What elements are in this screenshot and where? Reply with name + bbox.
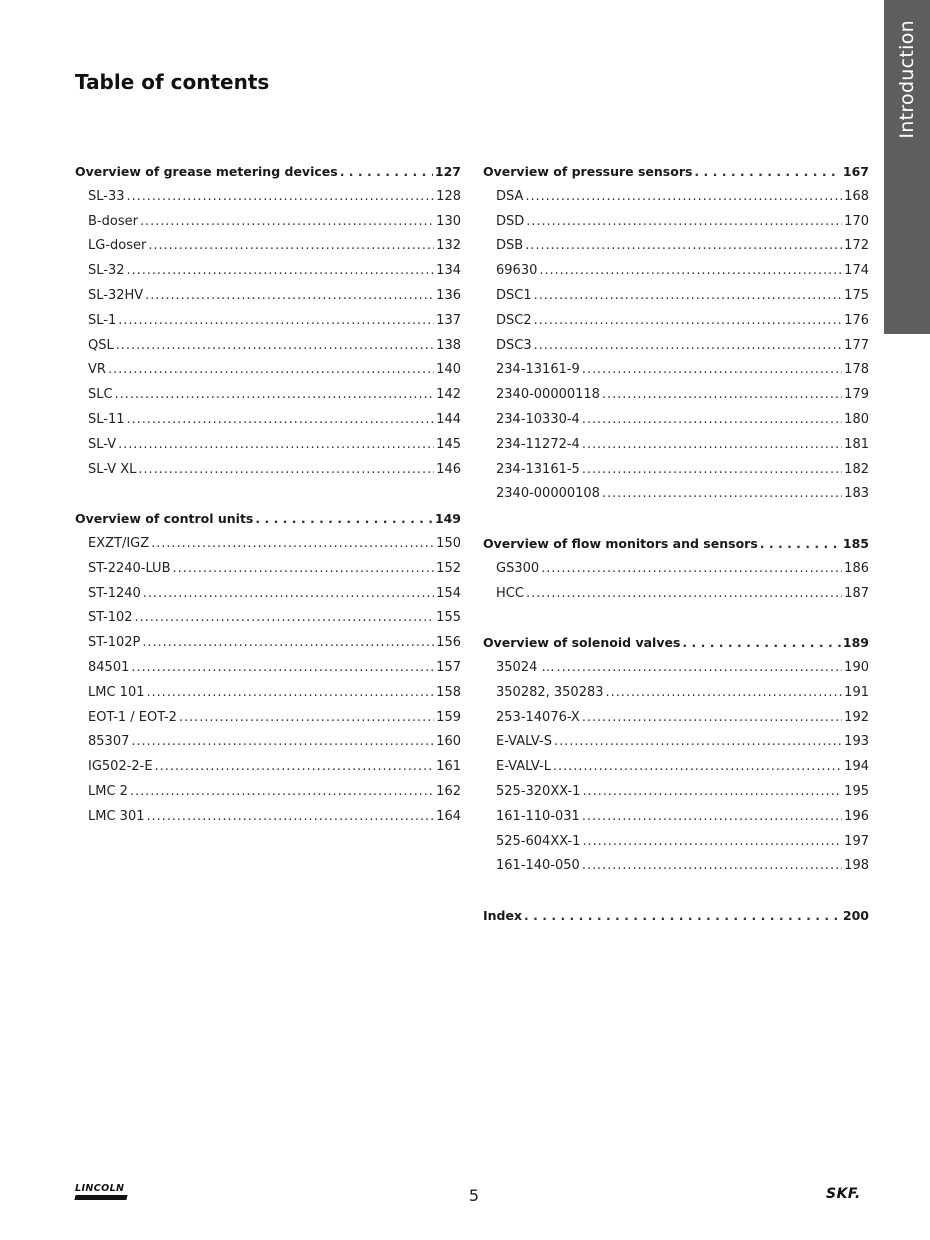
toc-dot-leader	[143, 582, 434, 607]
toc-entry[interactable]	[75, 433, 461, 458]
toc-entry[interactable]	[75, 606, 461, 631]
toc-entry-label: QSL	[88, 337, 114, 353]
toc-page-number: 142	[436, 387, 461, 403]
toc-dot-leader	[525, 234, 842, 259]
toc-page-number: 161	[436, 759, 461, 775]
toc-page-number: 128	[436, 188, 461, 204]
toc-dot-leader	[524, 904, 841, 929]
toc-entry-label: SLC	[88, 387, 113, 403]
toc-entry-label: ST-102	[88, 610, 133, 626]
toc-entry-label: 35024 …	[496, 659, 555, 675]
toc-page-number: 130	[436, 213, 461, 229]
toc-dot-leader	[127, 185, 435, 210]
toc-page-number: 185	[842, 535, 869, 551]
toc-dot-leader	[526, 210, 842, 235]
toc-dot-leader	[760, 532, 841, 557]
toc-entry[interactable]	[75, 656, 461, 681]
toc-page-number: 155	[436, 610, 461, 626]
page-number: 5	[468, 1186, 480, 1205]
toc-entry-label: SL-V XL	[88, 461, 137, 477]
toc-section	[483, 160, 869, 507]
toc-column-right	[483, 160, 869, 929]
skf-logo: SKF.	[826, 1186, 861, 1202]
toc-page-number: 134	[436, 263, 461, 279]
toc-dot-leader	[138, 458, 434, 483]
toc-entry[interactable]	[75, 458, 461, 483]
toc-entry[interactable]	[75, 532, 461, 557]
toc-page-number: 189	[842, 635, 869, 651]
toc-entry-label: SL-32	[88, 263, 125, 279]
toc-entry[interactable]	[483, 383, 869, 408]
toc-entry-label: GS300	[496, 560, 540, 576]
toc-dot-leader	[582, 805, 842, 830]
toc-section	[483, 631, 869, 879]
toc-entry[interactable]	[75, 681, 461, 706]
toc-entry[interactable]	[75, 730, 461, 755]
toc-entry[interactable]	[483, 706, 869, 731]
toc-entry[interactable]	[75, 259, 461, 284]
toc-dot-leader	[582, 458, 842, 483]
toc-page-number: 174	[844, 263, 869, 279]
toc-entry-label: B-doser	[88, 213, 138, 229]
lincoln-logo-text: LINCOLN	[75, 1183, 125, 1194]
toc-entry-label: Overview of grease metering devices	[75, 164, 338, 179]
toc-entry-label: 2340-00000108	[496, 486, 600, 502]
toc-page-number: 197	[844, 833, 869, 849]
toc-page-number: 158	[436, 684, 461, 700]
toc-entry-label: 350282, 350283	[496, 684, 604, 700]
toc-entry[interactable]	[75, 408, 461, 433]
toc-dot-leader	[553, 755, 842, 780]
toc-entry-label: LMC 101	[88, 684, 145, 700]
toc-entry-label: LG-doser	[88, 238, 147, 254]
toc-page-number: 162	[436, 783, 461, 799]
toc-dot-leader	[148, 234, 434, 259]
toc-page-number: 164	[436, 808, 461, 824]
toc-entry[interactable]	[483, 259, 869, 284]
page-title: Table of contents	[75, 70, 270, 94]
toc-page-number: 178	[844, 362, 869, 378]
toc-dot-leader	[118, 433, 434, 458]
toc-entry-label: 161-110-031	[496, 808, 580, 824]
toc-entry-label: Overview of control units	[75, 511, 254, 527]
toc-page-number: 194	[844, 759, 869, 775]
toc-page-number: 180	[844, 411, 869, 427]
toc-entry[interactable]	[75, 309, 461, 334]
toc-dot-leader	[541, 557, 842, 582]
toc-dot-leader	[539, 259, 842, 284]
toc-dot-leader	[115, 383, 435, 408]
toc-entry-label: 234-13161-9	[496, 362, 580, 378]
toc-dot-leader	[131, 656, 434, 681]
toc-entry[interactable]	[483, 805, 869, 830]
toc-entry-label: 234-11272-4	[496, 436, 580, 452]
toc-entry[interactable]	[483, 582, 869, 607]
toc-dot-leader	[155, 755, 435, 780]
toc-dot-leader	[340, 160, 433, 185]
toc-entry[interactable]	[483, 681, 869, 706]
toc-page-number: 167	[842, 164, 869, 179]
toc-entry-label: 161-140-050	[496, 858, 580, 874]
toc-dot-leader	[526, 582, 842, 607]
toc-entry-label: SL-V	[88, 436, 117, 452]
toc-entry[interactable]	[483, 730, 869, 755]
toc-dot-leader	[582, 706, 842, 731]
toc-entry[interactable]	[75, 383, 461, 408]
toc-page-number: 154	[436, 585, 461, 601]
toc-dot-leader	[534, 309, 843, 334]
toc-entry-label: IG502-2-E	[88, 759, 153, 775]
toc-dot-leader	[582, 408, 842, 433]
toc-page-number: 138	[436, 337, 461, 353]
toc-section	[483, 904, 869, 929]
toc-section-heading[interactable]	[483, 532, 869, 557]
toc-entry[interactable]	[75, 755, 461, 780]
toc-entry[interactable]	[483, 433, 869, 458]
toc-entry[interactable]	[483, 408, 869, 433]
toc-page-number: 196	[844, 808, 869, 824]
toc-entry[interactable]	[483, 334, 869, 359]
toc-entry[interactable]	[483, 830, 869, 855]
toc-dot-leader	[582, 780, 842, 805]
toc-entry[interactable]	[75, 358, 461, 383]
toc-entry-label: DSC3	[496, 337, 532, 353]
toc-entry-label: Overview of solenoid valves	[483, 635, 681, 651]
toc-page-number: 149	[434, 511, 461, 527]
toc-page-number: 170	[844, 213, 869, 229]
toc-dot-leader	[694, 160, 840, 185]
toc-entry[interactable]	[483, 210, 869, 235]
toc-dot-leader	[146, 805, 434, 830]
toc-entry-label: SL-1	[88, 312, 117, 328]
toc-page-number: 179	[844, 387, 869, 403]
toc-entry-label: DSC1	[496, 287, 532, 303]
toc-entry-label: 85307	[88, 734, 130, 750]
toc-dot-leader	[582, 433, 842, 458]
toc-page-number: 187	[844, 585, 869, 601]
toc-dot-leader	[582, 358, 842, 383]
toc-dot-leader	[127, 259, 435, 284]
toc-entry[interactable]	[483, 309, 869, 334]
toc-page-number: 127	[434, 164, 461, 179]
toc-entry[interactable]	[483, 482, 869, 507]
toc-entry-label: 525-320XX-1	[496, 783, 581, 799]
toc-dot-leader	[682, 631, 841, 656]
toc-entry-label: EOT-1 / EOT-2	[88, 709, 177, 725]
toc-page-number: 152	[436, 560, 461, 576]
toc-page-number: 183	[844, 486, 869, 502]
toc-page-number: 159	[436, 709, 461, 725]
toc-section	[483, 532, 869, 606]
toc-entry-label: SL-32HV	[88, 287, 144, 303]
toc-page-number: 176	[844, 312, 869, 328]
toc-page-number: 144	[436, 411, 461, 427]
toc-page-number: 140	[436, 362, 461, 378]
toc-entry[interactable]	[75, 334, 461, 359]
toc-entry[interactable]	[483, 458, 869, 483]
toc-entry-label: VR	[88, 362, 106, 378]
toc-entry[interactable]	[75, 631, 461, 656]
toc-page-number: 172	[844, 238, 869, 254]
toc-entry-label: 2340-00000118	[496, 387, 600, 403]
toc-entry[interactable]	[483, 557, 869, 582]
toc-dot-leader	[173, 557, 435, 582]
toc-entry-label: DSC2	[496, 312, 532, 328]
toc-entry[interactable]	[483, 234, 869, 259]
toc-dot-leader	[582, 830, 842, 855]
toc-entry-label: 525-604XX-1	[496, 833, 581, 849]
toc-entry-label: 69630	[496, 263, 538, 279]
toc-entry-label: Overview of flow monitors and sensors	[483, 535, 758, 551]
toc-entry[interactable]	[75, 210, 461, 235]
toc-page-number: 193	[844, 734, 869, 750]
toc-entry-label: LMC 2	[88, 783, 128, 799]
toc-section	[75, 507, 461, 829]
toc-dot-leader	[135, 606, 435, 631]
toc-entry-label: ST-102P	[88, 635, 141, 651]
toc-section-heading[interactable]	[483, 904, 869, 929]
toc-dot-leader	[108, 358, 434, 383]
toc-page-number: 132	[436, 238, 461, 254]
toc-page-number: 186	[844, 560, 869, 576]
toc-dot-leader	[151, 532, 434, 557]
toc-entry-label: Overview of pressure sensors	[483, 164, 693, 179]
toc-entry[interactable]	[75, 234, 461, 259]
toc-page-number: 182	[844, 461, 869, 477]
toc-dot-leader	[557, 656, 843, 681]
toc-entry-label: HCC	[496, 585, 524, 601]
toc-dot-leader	[140, 210, 434, 235]
toc-dot-leader	[534, 334, 843, 359]
toc-entry[interactable]	[483, 185, 869, 210]
toc-page-number: 177	[844, 337, 869, 353]
toc-dot-leader	[255, 507, 433, 532]
toc-entry-label: 234-10330-4	[496, 411, 580, 427]
toc-page-number: 156	[436, 635, 461, 651]
toc-entry-label: Index	[483, 907, 523, 923]
toc-page-number: 175	[844, 287, 869, 303]
toc-page-number: 191	[844, 684, 869, 700]
toc-page-number: 150	[436, 535, 461, 551]
toc-entry-label: DSD	[496, 213, 525, 229]
toc-dot-leader	[554, 730, 842, 755]
toc-entry[interactable]	[483, 780, 869, 805]
toc-page-number: 181	[844, 436, 869, 452]
toc-entry-label: ST-1240	[88, 585, 141, 601]
toc-section-heading[interactable]	[75, 160, 461, 185]
toc-entry[interactable]	[75, 706, 461, 731]
toc-dot-leader	[179, 706, 434, 731]
toc-page-number: 137	[436, 312, 461, 328]
toc-entry-label: 253-14076-X	[496, 709, 580, 725]
toc-entry-label: EXZT/IGZ	[88, 535, 150, 551]
toc-page-number: 145	[436, 436, 461, 452]
toc-entry-label: E-VALV-L	[496, 759, 551, 775]
toc-entry-label: E-VALV-S	[496, 734, 552, 750]
toc-section-heading[interactable]	[483, 631, 869, 656]
toc-entry[interactable]	[75, 582, 461, 607]
toc-entry-label: 234-13161-5	[496, 461, 580, 477]
toc-page-number: 190	[844, 659, 869, 675]
toc-entry-label: ST-2240-LUB	[88, 560, 171, 576]
toc-dot-leader	[131, 730, 434, 755]
toc-dot-leader	[146, 681, 434, 706]
toc-page-number: 168	[844, 188, 869, 204]
toc-dot-leader	[116, 334, 434, 359]
toc-dot-leader	[142, 631, 434, 656]
toc-entry-label: DSA	[496, 188, 524, 204]
toc-entry-label: SL-33	[88, 188, 125, 204]
toc-page-number: 195	[844, 783, 869, 799]
toc-entry[interactable]	[75, 557, 461, 582]
toc-page-number: 160	[436, 734, 461, 750]
toc-entry[interactable]	[75, 780, 461, 805]
toc-entry[interactable]	[483, 284, 869, 309]
toc-dot-leader	[606, 681, 843, 706]
toc-dot-leader	[130, 780, 434, 805]
toc-entry[interactable]	[483, 854, 869, 879]
toc-entry-label: LMC 301	[88, 808, 145, 824]
toc-section-heading[interactable]	[483, 160, 869, 185]
toc-page-number: 192	[844, 709, 869, 725]
toc-entry[interactable]	[75, 185, 461, 210]
toc-page-number: 157	[436, 659, 461, 675]
toc-dot-leader	[534, 284, 843, 309]
toc-entry[interactable]	[483, 755, 869, 780]
toc-entry-label: SL-11	[88, 411, 125, 427]
toc-page-number: 198	[844, 858, 869, 874]
toc-entry[interactable]	[483, 656, 869, 681]
toc-entry-label: 84501	[88, 659, 130, 675]
toc-page-number: 146	[436, 461, 461, 477]
side-tab-label: Introduction	[896, 20, 918, 139]
toc-dot-leader	[602, 482, 842, 507]
toc-column-left	[75, 160, 461, 830]
toc-entry[interactable]	[483, 358, 869, 383]
toc-section-heading[interactable]	[75, 507, 461, 532]
toc-dot-leader	[127, 408, 435, 433]
toc-dot-leader	[602, 383, 842, 408]
toc-dot-leader	[582, 854, 842, 879]
toc-dot-leader	[145, 284, 434, 309]
toc-section	[75, 160, 461, 482]
toc-dot-leader	[118, 309, 434, 334]
toc-entry-label: DSB	[496, 238, 524, 254]
toc-page-number: 200	[842, 907, 869, 923]
toc-entry[interactable]	[75, 805, 461, 830]
toc-entry[interactable]	[75, 284, 461, 309]
section-side-tab[interactable]	[884, 0, 930, 334]
toc-dot-leader	[525, 185, 842, 210]
toc-page-number: 136	[436, 287, 461, 303]
